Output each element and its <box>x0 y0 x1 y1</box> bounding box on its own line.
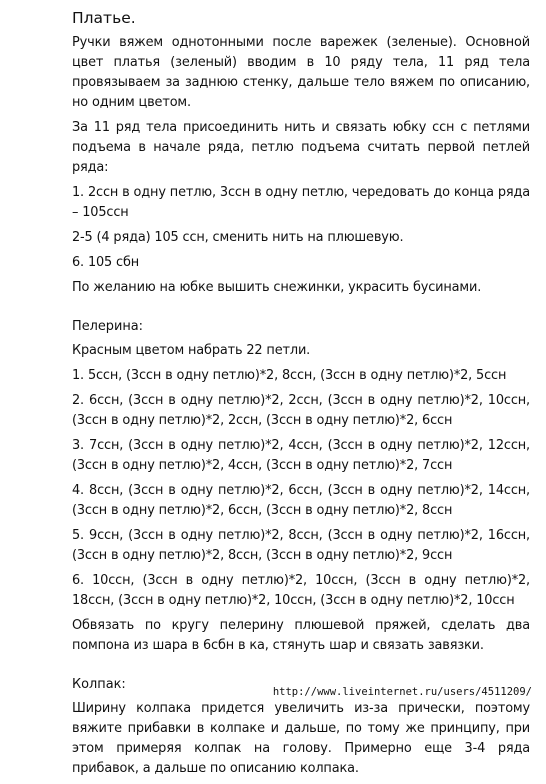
cape-row-2: 2. 6ссн, (3ссн в одну петлю)*2, 2ссн, (3ссн в одну петлю)*2, 10ссн, (3ссн в одну петлю)*2, 2ссн, (3ссн в одну петлю)*2, 6ссн <box>72 393 530 428</box>
cape-row-5: 5. 9ссн, (3ссн в одну петлю)*2, 8ссн, (3ссн в одну петлю)*2, 16ссн, (3ссн в одну петлю)*2, 8ссн, (3ссн в одну петлю)*2, 9ссн <box>72 528 530 563</box>
cape-paragraph-1: Красным цветом набрать 22 петли. <box>72 343 311 358</box>
dress-paragraph-2: За 11 ряд тела присоединить нить и связать юбку ссн с петлями подъема в начале ряда, петлю подъема считать первой петлей ряда: <box>72 120 530 175</box>
cap-paragraph-1: Ширину колпака придется увеличить из-за прически, поэтому вяжите прибавки в колпаке и дальше, по тому же принципу, при этом примеряя колпак на голову. Примерно еще 3-4 ряда прибавок, а дальше по описанию колпака. <box>72 701 530 776</box>
cape-title: Пелерина: <box>72 319 144 334</box>
section-gap <box>72 303 530 317</box>
dress-title: Платье. <box>72 9 136 27</box>
watermark-url: http://www.liveinternet.ru/users/4511209/ <box>272 686 532 698</box>
cape-row-3: 3. 7ссн, (3ссн в одну петлю)*2, 4ссн, (3ссн в одну петлю)*2, 12ссн, (3ссн в одну петлю)*2, 4ссн, (3ссн в одну петлю)*2, 7ссн <box>72 438 530 473</box>
cape-row-4: 4. 8ссн, (3ссн в одну петлю)*2, 6ссн, (3ссн в одну петлю)*2, 14ссн, (3ссн в одну петлю)*2, 6ссн, (3ссн в одну петлю)*2, 8ссн <box>72 483 530 518</box>
cape-row-6: 6. 10ссн, (3ссн в одну петлю)*2, 10ссн, (3ссн в одну петлю)*2, 18ссн, (3ссн в одну петлю)*2, 10ссн, (3ссн в одну петлю)*2, 10ссн <box>72 573 530 608</box>
dress-paragraph-decor: По желанию на юбке вышить снежинки, украсить бусинами. <box>72 280 482 295</box>
cape-paragraph-2: Обвязать по кругу пелерину плюшевой пряжей, сделать два помпона из шара в 6сбн в ка, стянуть шар и связать завязки. <box>72 618 530 653</box>
cape-row-1: 1. 5ссн, (3ссн в одну петлю)*2, 8ссн, (3ссн в одну петлю)*2, 5ссн <box>72 368 507 383</box>
dress-paragraph-1: Ручки вяжем однотонными после варежек (зеленые). Основной цвет платья (зеленый) вводим в 10 ряду тела, 11 ряд тела провязываем за заднюю стенку, дальше тело вяжем по описанию, но одним цветом. <box>72 35 530 110</box>
document-page <box>72 0 530 784</box>
dress-row-6: 6. 105 сбн <box>72 255 140 270</box>
section-gap <box>72 661 530 675</box>
dress-row-1: 1. 2ссн в одну петлю, 3ссн в одну петлю, чередовать до конца ряда – 105ссн <box>72 185 530 220</box>
cap-title: Колпак: <box>72 677 126 692</box>
dress-row-2-5: 2-5 (4 ряда) 105 ссн, сменить нить на плюшевую. <box>72 230 404 245</box>
